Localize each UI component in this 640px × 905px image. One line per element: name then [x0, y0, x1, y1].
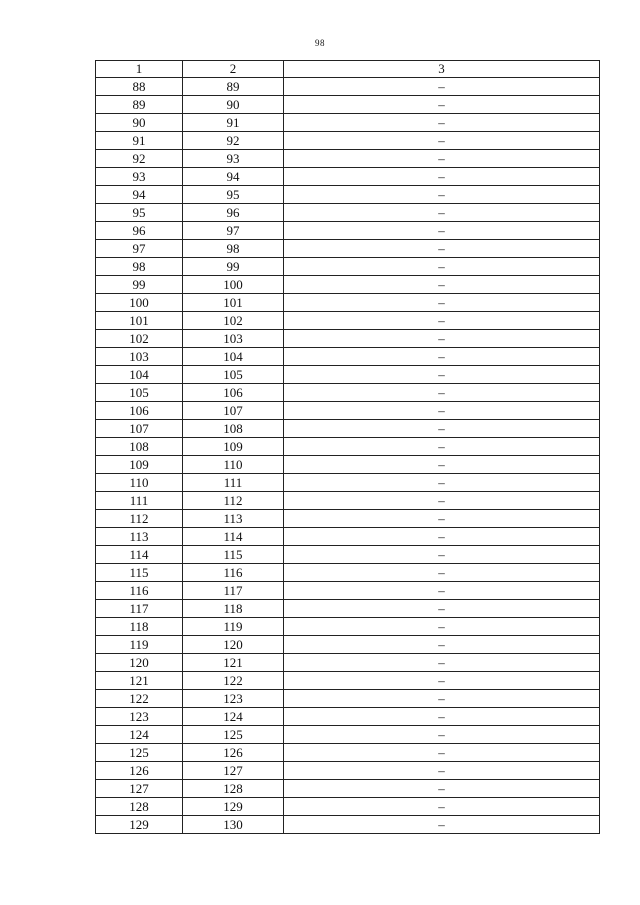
table-row — [96, 240, 600, 258]
table-row — [96, 546, 600, 564]
table-row — [96, 132, 600, 150]
table-cell-col-3: – — [284, 168, 600, 186]
table-row — [96, 258, 600, 276]
table-cell-col-3: – — [284, 258, 600, 276]
table-row — [96, 438, 600, 456]
table-row — [96, 798, 600, 816]
table-cell-col-3: – — [284, 474, 600, 492]
table-cell-col-2: 127 — [183, 762, 284, 780]
table-cell-col-1: 127 — [96, 780, 183, 798]
table-cell-col-2: 103 — [183, 330, 284, 348]
table-row — [96, 564, 600, 582]
table-cell-col-3: – — [284, 204, 600, 222]
table-cell-col-3: – — [284, 726, 600, 744]
table-cell-col-3: – — [284, 618, 600, 636]
table-cell-col-2: 129 — [183, 798, 284, 816]
table-cell-col-2: 101 — [183, 294, 284, 312]
table-cell-col-1: 122 — [96, 690, 183, 708]
table-row — [96, 618, 600, 636]
table-cell-col-1: 112 — [96, 510, 183, 528]
table-cell-col-3: – — [284, 294, 600, 312]
table-row — [96, 510, 600, 528]
table-cell-col-2: 107 — [183, 402, 284, 420]
table-cell-col-1: 96 — [96, 222, 183, 240]
table-row — [96, 312, 600, 330]
table-cell-col-2: 108 — [183, 420, 284, 438]
table-cell-col-2: 98 — [183, 240, 284, 258]
table-cell-col-2: 126 — [183, 744, 284, 762]
table-row — [96, 222, 600, 240]
table-cell-col-2: 114 — [183, 528, 284, 546]
table-cell-col-3: – — [284, 186, 600, 204]
table-cell-col-1: 102 — [96, 330, 183, 348]
table-cell-col-2: 97 — [183, 222, 284, 240]
table-row — [96, 294, 600, 312]
table-cell-col-3: – — [284, 96, 600, 114]
table-cell-col-3: – — [284, 150, 600, 168]
table-row — [96, 366, 600, 384]
table-cell-col-2: 95 — [183, 186, 284, 204]
table-cell-col-2: 118 — [183, 600, 284, 618]
table-cell-col-3: – — [284, 780, 600, 798]
table-row — [96, 186, 600, 204]
table-row — [96, 276, 600, 294]
table-cell-col-1: 93 — [96, 168, 183, 186]
table-cell-col-1: 94 — [96, 186, 183, 204]
table-cell-col-3: – — [284, 582, 600, 600]
table-cell-col-3: – — [284, 708, 600, 726]
table-cell-col-1: 95 — [96, 204, 183, 222]
table-cell-col-2: 122 — [183, 672, 284, 690]
table-cell-col-3: – — [284, 744, 600, 762]
table-cell-col-3: – — [284, 402, 600, 420]
table-cell-col-2: 130 — [183, 816, 284, 834]
table-cell-col-1: 101 — [96, 312, 183, 330]
table-cell-col-1: 88 — [96, 78, 183, 96]
table-cell-col-2: 128 — [183, 780, 284, 798]
table-cell-col-1: 100 — [96, 294, 183, 312]
table-cell-col-2: 113 — [183, 510, 284, 528]
table-row — [96, 78, 600, 96]
table-cell-col-2: 125 — [183, 726, 284, 744]
table-cell-col-3: – — [284, 546, 600, 564]
table-row — [96, 654, 600, 672]
table-cell-col-1: 121 — [96, 672, 183, 690]
table-cell-col-2: 104 — [183, 348, 284, 366]
table-cell-col-1: 124 — [96, 726, 183, 744]
table-cell-col-1: 126 — [96, 762, 183, 780]
table-cell-col-3: – — [284, 672, 600, 690]
table-cell-col-2: 110 — [183, 456, 284, 474]
column-header-2: 2 — [183, 61, 284, 78]
table-cell-col-2: 99 — [183, 258, 284, 276]
table-cell-col-1: 109 — [96, 456, 183, 474]
table-cell-col-3: – — [284, 420, 600, 438]
table-cell-col-3: – — [284, 132, 600, 150]
table-cell-col-3: – — [284, 276, 600, 294]
table-cell-col-3: – — [284, 114, 600, 132]
column-header-3: 3 — [284, 61, 600, 78]
table-cell-col-1: 108 — [96, 438, 183, 456]
table-cell-col-2: 111 — [183, 474, 284, 492]
table-cell-col-3: – — [284, 816, 600, 834]
table-cell-col-1: 128 — [96, 798, 183, 816]
table-cell-col-1: 91 — [96, 132, 183, 150]
table-cell-col-2: 109 — [183, 438, 284, 456]
table-row — [96, 150, 600, 168]
table-cell-col-1: 123 — [96, 708, 183, 726]
table-cell-col-3: – — [284, 636, 600, 654]
table-row — [96, 96, 600, 114]
table-cell-col-2: 121 — [183, 654, 284, 672]
table-cell-col-3: – — [284, 330, 600, 348]
table-cell-col-2: 94 — [183, 168, 284, 186]
table-cell-col-1: 115 — [96, 564, 183, 582]
page-number: 98 — [315, 38, 325, 48]
table-row — [96, 420, 600, 438]
table-cell-col-1: 129 — [96, 816, 183, 834]
table-cell-col-2: 90 — [183, 96, 284, 114]
table-row — [96, 672, 600, 690]
table-row — [96, 384, 600, 402]
table-cell-col-1: 119 — [96, 636, 183, 654]
table-cell-col-3: – — [284, 564, 600, 582]
table-cell-col-2: 106 — [183, 384, 284, 402]
table-cell-col-3: – — [284, 690, 600, 708]
table-cell-col-1: 116 — [96, 582, 183, 600]
table-cell-col-3: – — [284, 366, 600, 384]
table-cell-col-1: 97 — [96, 240, 183, 258]
table-cell-col-3: – — [284, 528, 600, 546]
table-row — [96, 726, 600, 744]
table-row — [96, 636, 600, 654]
data-table — [95, 60, 600, 834]
table-cell-col-2: 96 — [183, 204, 284, 222]
table-cell-col-2: 116 — [183, 564, 284, 582]
table-row — [96, 114, 600, 132]
table-cell-col-2: 115 — [183, 546, 284, 564]
table-row — [96, 168, 600, 186]
table-cell-col-3: – — [284, 240, 600, 258]
table-cell-col-1: 90 — [96, 114, 183, 132]
table-cell-col-2: 123 — [183, 690, 284, 708]
table-row — [96, 402, 600, 420]
table-row — [96, 690, 600, 708]
table-row — [96, 528, 600, 546]
table-row — [96, 762, 600, 780]
table-cell-col-1: 110 — [96, 474, 183, 492]
table-row — [96, 204, 600, 222]
table-cell-col-2: 112 — [183, 492, 284, 510]
table-cell-col-3: – — [284, 312, 600, 330]
table-row — [96, 330, 600, 348]
table-cell-col-2: 105 — [183, 366, 284, 384]
table-cell-col-3: – — [284, 510, 600, 528]
table-cell-col-3: – — [284, 384, 600, 402]
table-cell-col-2: 120 — [183, 636, 284, 654]
table-cell-col-1: 117 — [96, 600, 183, 618]
table-cell-col-2: 117 — [183, 582, 284, 600]
table-row — [96, 708, 600, 726]
table-cell-col-1: 111 — [96, 492, 183, 510]
table-cell-col-3: – — [284, 456, 600, 474]
table-cell-col-1: 118 — [96, 618, 183, 636]
table-cell-col-1: 106 — [96, 402, 183, 420]
table-cell-col-3: – — [284, 78, 600, 96]
table-cell-col-3: – — [284, 762, 600, 780]
table-cell-col-2: 119 — [183, 618, 284, 636]
table-cell-col-1: 92 — [96, 150, 183, 168]
table-cell-col-2: 100 — [183, 276, 284, 294]
table-cell-col-3: – — [284, 492, 600, 510]
table-cell-col-2: 124 — [183, 708, 284, 726]
table-row — [96, 492, 600, 510]
table-cell-col-3: – — [284, 348, 600, 366]
table-cell-col-1: 104 — [96, 366, 183, 384]
table-row — [96, 348, 600, 366]
table-row — [96, 474, 600, 492]
table-body — [96, 78, 600, 834]
table-cell-col-1: 125 — [96, 744, 183, 762]
table-row — [96, 816, 600, 834]
table-cell-col-1: 99 — [96, 276, 183, 294]
table-cell-col-1: 105 — [96, 384, 183, 402]
table-cell-col-1: 107 — [96, 420, 183, 438]
table-cell-col-1: 103 — [96, 348, 183, 366]
table-row — [96, 780, 600, 798]
table-cell-col-3: – — [284, 654, 600, 672]
table-cell-col-1: 113 — [96, 528, 183, 546]
table-header — [96, 61, 600, 78]
table-cell-col-1: 89 — [96, 96, 183, 114]
table-cell-col-3: – — [284, 798, 600, 816]
table-cell-col-3: – — [284, 600, 600, 618]
table-cell-col-1: 98 — [96, 258, 183, 276]
table-cell-col-2: 91 — [183, 114, 284, 132]
table-row — [96, 744, 600, 762]
table-row — [96, 456, 600, 474]
table-row — [96, 600, 600, 618]
table-row — [96, 582, 600, 600]
column-header-1: 1 — [96, 61, 183, 78]
header-row — [96, 61, 600, 78]
table-cell-col-1: 120 — [96, 654, 183, 672]
table-cell-col-1: 114 — [96, 546, 183, 564]
table-cell-col-2: 93 — [183, 150, 284, 168]
table-cell-col-3: – — [284, 438, 600, 456]
table-cell-col-2: 92 — [183, 132, 284, 150]
table-cell-col-3: – — [284, 222, 600, 240]
table-cell-col-2: 89 — [183, 78, 284, 96]
table-cell-col-2: 102 — [183, 312, 284, 330]
